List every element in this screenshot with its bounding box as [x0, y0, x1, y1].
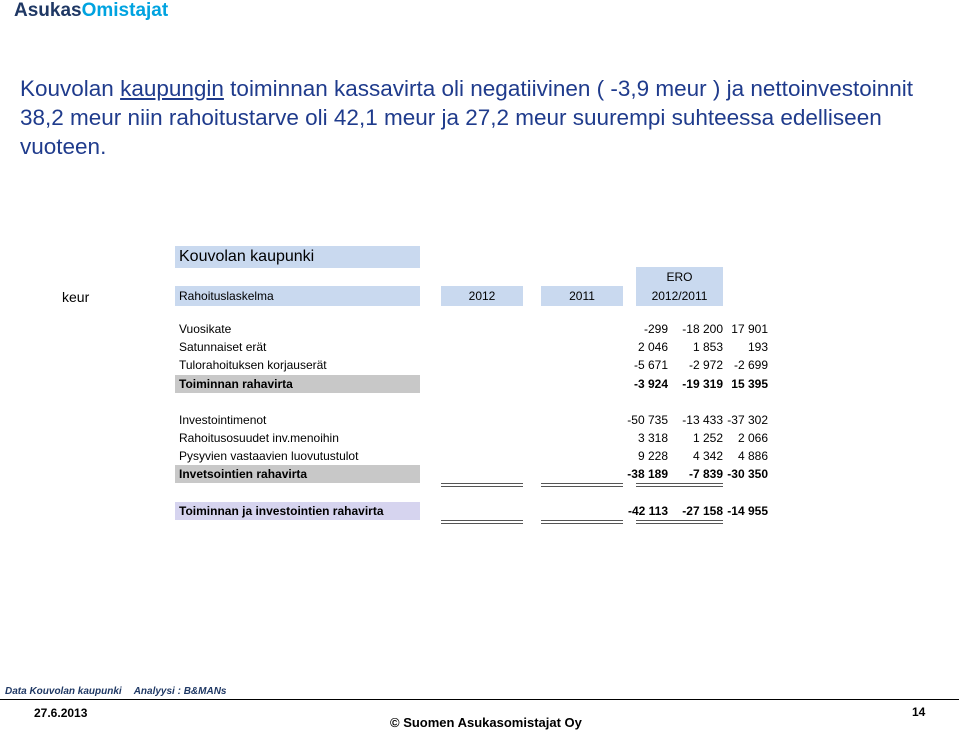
- table-row-subtotal: Invetsointien rahavirta -38 189 -30 350 -7 839: [175, 465, 723, 483]
- table-row: Tulorahoituksen korjauserät -5 671 -2 699 -2 972: [179, 358, 768, 372]
- double-underline: [636, 520, 723, 524]
- table-row: Rahoitusosuudet inv.menoihin 3 318 2 066 1 252: [179, 431, 768, 445]
- ero-label: ERO: [636, 267, 723, 288]
- table-row-total: Toiminnan ja investointien rahavirta -42 113 -14 955 -27 158: [175, 502, 723, 520]
- footer-copyright: © Suomen Asukasomistajat Oy: [390, 715, 582, 730]
- title-underlined: kaupungin: [120, 76, 224, 101]
- double-underline: [441, 520, 523, 524]
- footer-date: 27.6.2013: [34, 706, 88, 720]
- title-post: toiminnan kassavirta oli negatiivinen ( -3,9 meur ) ja nettoinvestoinnit 38,2 meur niin rahoitustarve oli 42,1 meur ja 27,2 meur suurempi suhteessa edelliseen vuoteen.: [20, 76, 914, 159]
- table-heading: Kouvolan kaupunki: [175, 246, 420, 268]
- column-header-2011: 2011: [541, 286, 623, 306]
- unit-label: keur: [62, 289, 90, 305]
- footer-divider: [0, 699, 959, 700]
- table-row-subtotal: Toiminnan rahavirta -3 924 15 395 -19 319: [175, 375, 723, 393]
- table-row: Satunnaiset erät 2 046 193 1 853: [179, 340, 768, 354]
- double-underline: [636, 483, 723, 487]
- title-pre: Kouvolan: [20, 76, 121, 101]
- double-underline: [441, 483, 523, 487]
- double-underline: [541, 483, 623, 487]
- brand-logo: [14, 0, 168, 22]
- brand-part2: Omistajat: [81, 0, 169, 21]
- table-row: Investointimenot -50 735 -37 302 -13 433: [179, 413, 768, 427]
- double-underline: [541, 520, 623, 524]
- table-row: Vuosikate -299 17 901 -18 200: [179, 322, 768, 336]
- footer-source: Data Kouvolan kaupunki Analyysi : B&MANs: [5, 686, 227, 697]
- slide-title: [20, 74, 920, 161]
- table-row: Pysyvien vastaavien luovutustulot 9 228 4 886 4 342: [179, 449, 768, 463]
- column-header-2012: 2012: [441, 286, 523, 306]
- column-header-label: Rahoituslaskelma: [175, 286, 420, 306]
- page-number: 14: [912, 705, 926, 719]
- column-header-diff: 2012/2011: [636, 286, 723, 306]
- brand-part1: Asukas: [14, 0, 82, 21]
